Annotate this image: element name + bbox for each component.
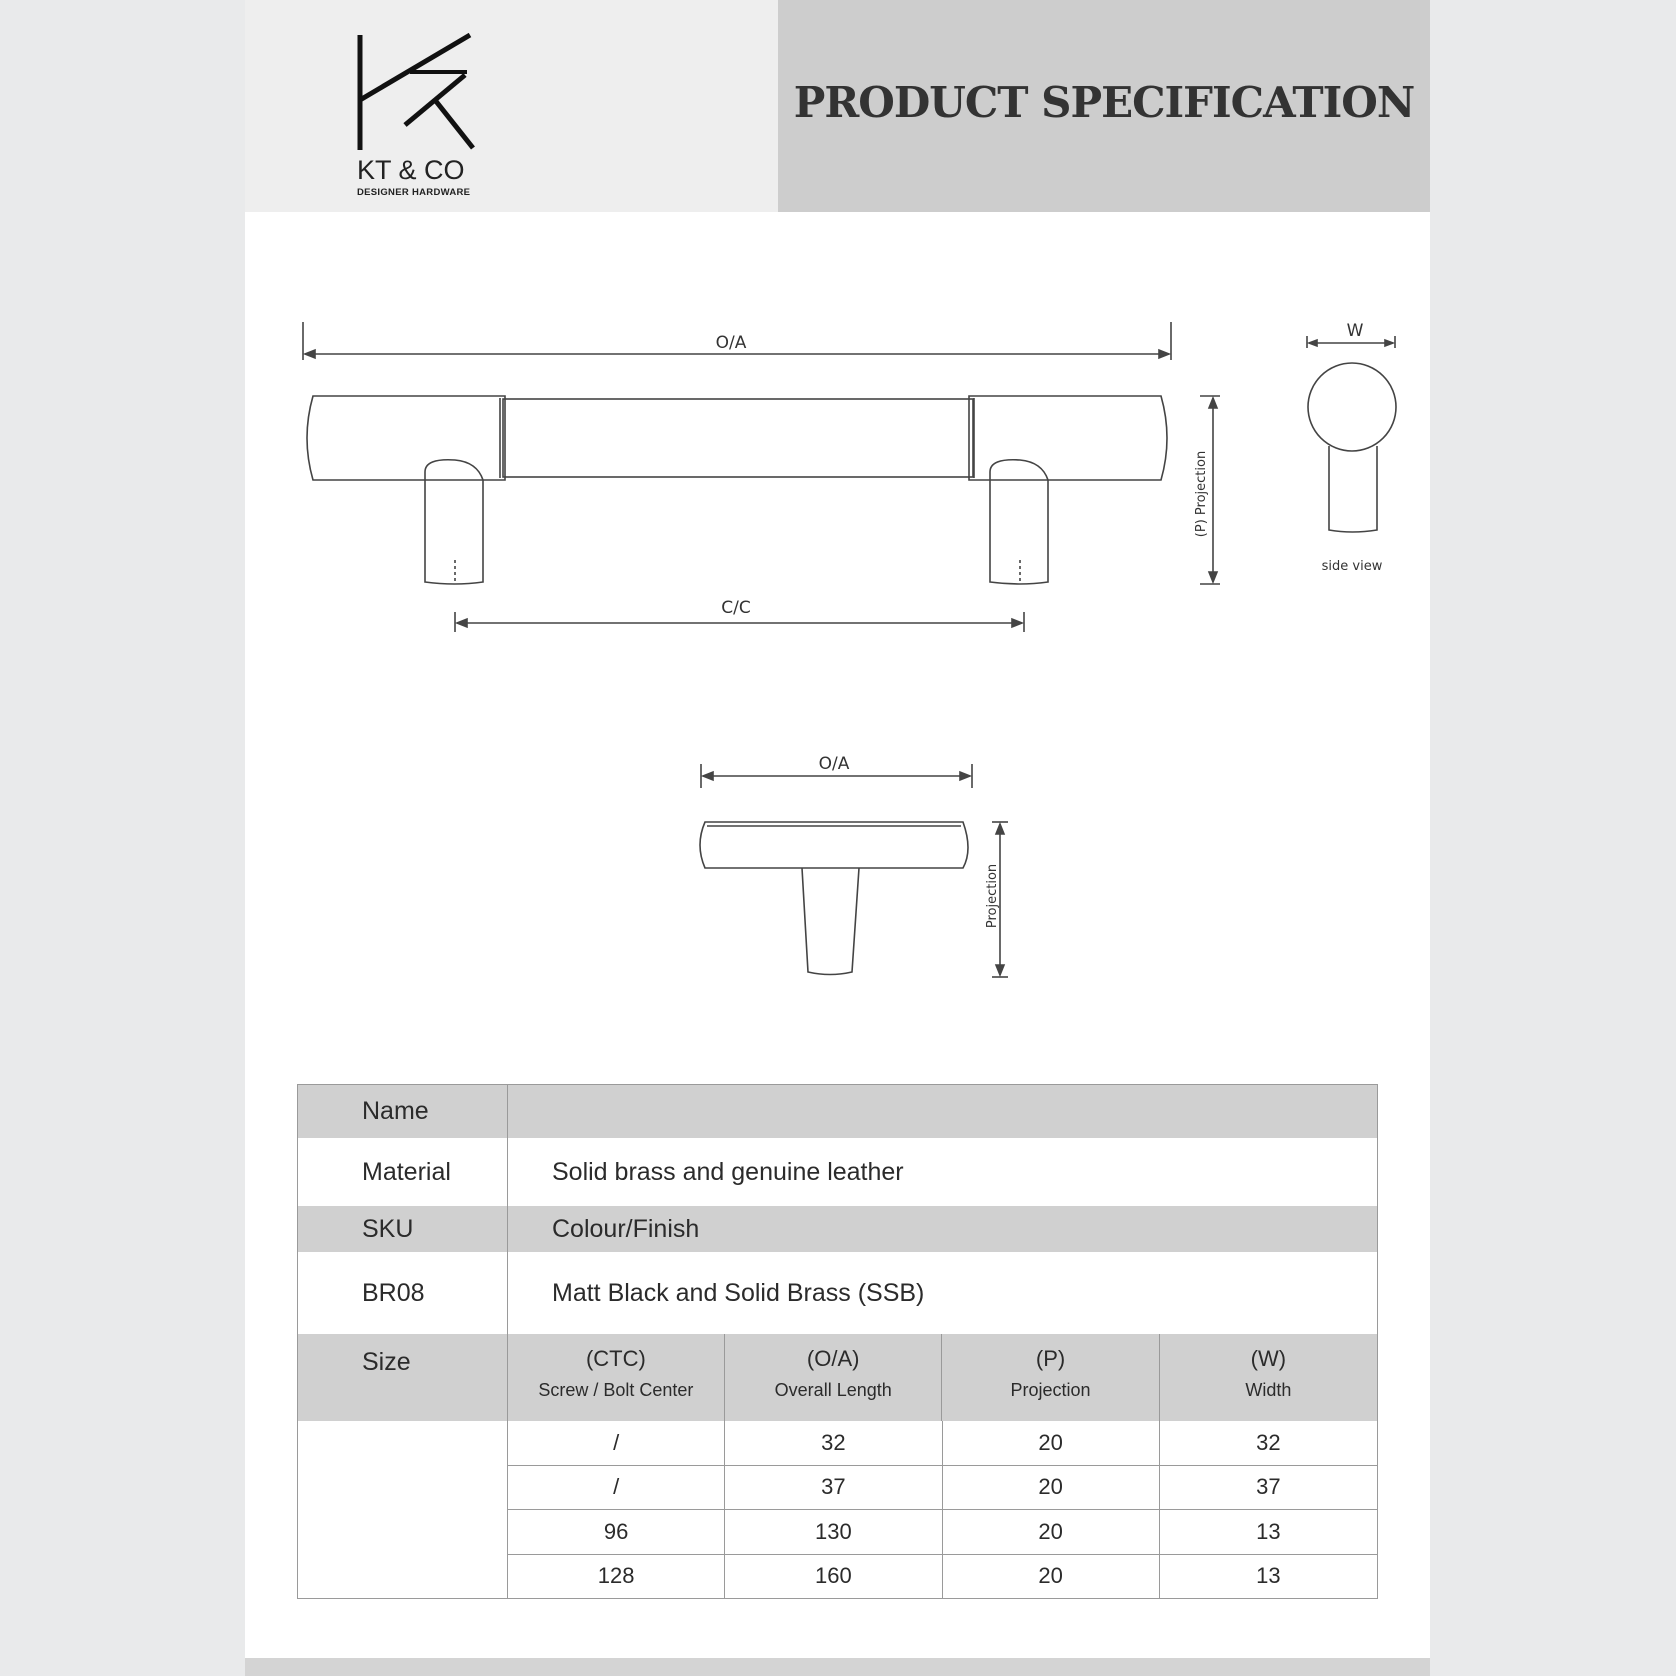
sku-label: SKU — [298, 1206, 508, 1252]
name-value — [508, 1085, 1377, 1138]
pull-projection-label: (P) Projection — [1194, 450, 1209, 538]
name-label: Name — [298, 1085, 508, 1138]
spec-table — [297, 1084, 1378, 1599]
technical-drawing — [245, 0, 1430, 1000]
sku-value: BR08 — [298, 1252, 508, 1334]
size-header-ctc: (CTC) Screw / Bolt Center — [508, 1334, 725, 1421]
spec-sheet — [245, 0, 1430, 1676]
size-header-row — [298, 1334, 1377, 1421]
size-header-p: (P) Projection — [942, 1334, 1159, 1421]
logo-name: KT & CO — [357, 155, 465, 185]
size-header-oa: (O/A) Overall Length — [725, 1334, 942, 1421]
knob-oa-label: O/A — [818, 754, 850, 774]
colour-value: Matt Black and Solid Brass (SSB) — [552, 1278, 925, 1307]
logo-tagline: DESIGNER HARDWARE — [357, 187, 471, 198]
spec-row-material — [298, 1138, 1377, 1206]
side-w-label: W — [1346, 321, 1364, 341]
table-row: / 32 20 32 — [508, 1421, 1377, 1465]
size-data — [298, 1421, 1377, 1598]
table-row: 128 160 20 13 — [508, 1554, 1377, 1599]
bottom-bar — [245, 1658, 1430, 1676]
knob-projection-label: Projection — [985, 863, 1000, 929]
spec-row-name — [298, 1085, 1377, 1138]
pull-oa-label: O/A — [715, 333, 747, 353]
pull-cc-label: C/C — [721, 598, 751, 618]
page-title: PRODUCT SPECIFICATION — [793, 78, 1415, 127]
side-view-label: side view — [1321, 559, 1383, 574]
material-label: Material — [298, 1138, 508, 1206]
table-row: / 37 20 37 — [508, 1465, 1377, 1510]
size-header-w: (W) Width — [1245, 1346, 1292, 1400]
material-value: Solid brass and genuine leather — [552, 1157, 904, 1186]
spec-row-sku-header — [298, 1206, 1377, 1252]
spec-row-sku-value — [298, 1252, 1377, 1334]
colour-label: Colour/Finish — [552, 1214, 700, 1243]
size-label: Size — [298, 1334, 508, 1421]
table-row: 96 130 20 13 — [508, 1509, 1377, 1554]
